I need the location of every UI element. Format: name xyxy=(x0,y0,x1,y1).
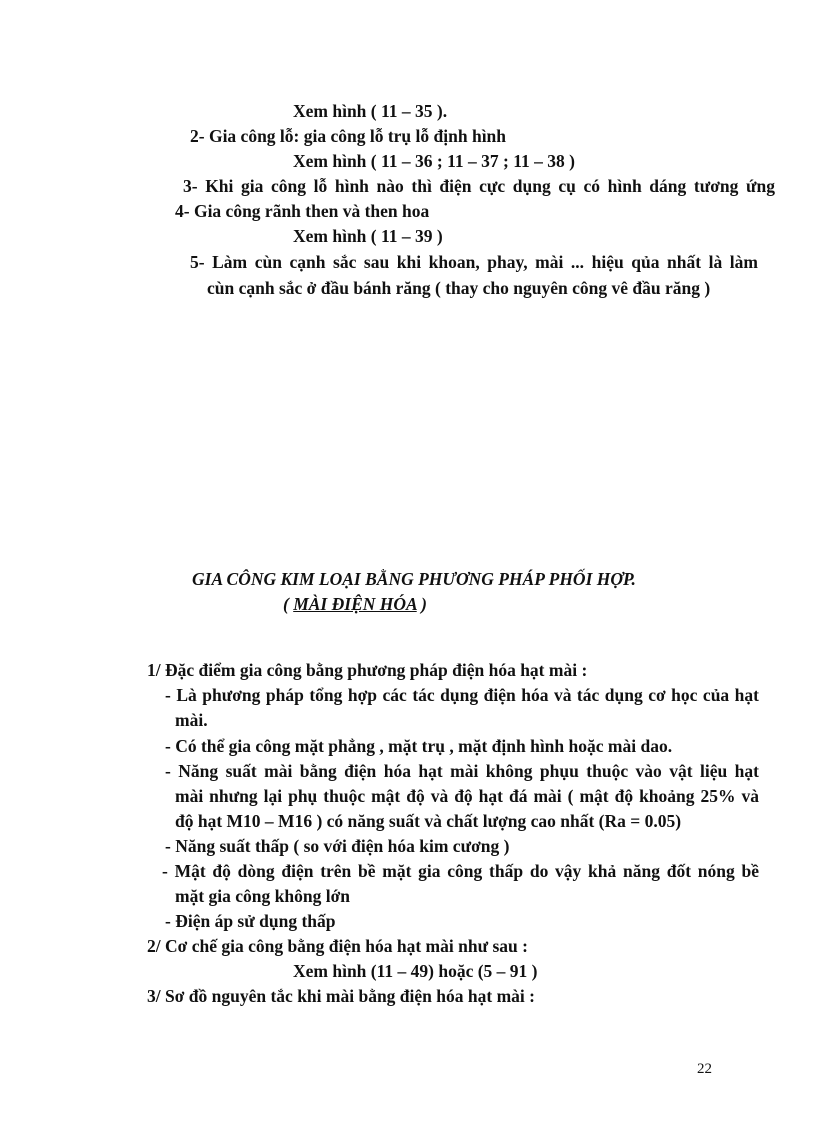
bullet-item: - Mật độ dòng điện trên bề mặt gia công thấp do vậy khả năng đốt nóng bề xyxy=(162,861,759,881)
section-heading: 3/ Sơ đồ nguyên tắc khi mài bằng điện hóa hạt mài : xyxy=(147,986,535,1006)
page-number: 22 xyxy=(697,1061,712,1077)
subtitle-text: MÀI ĐIỆN HÓA xyxy=(293,594,417,614)
section-subtitle xyxy=(283,593,427,615)
list-item: 5- Làm cùn cạnh sắc sau khi khoan, phay, mài ... hiệu qủa nhất là làm xyxy=(190,252,758,272)
bullet-continuation: mặt gia công không lớn xyxy=(175,886,350,906)
section-heading: 2/ Cơ chế gia công bằng điện hóa hạt mài như sau : xyxy=(147,936,528,956)
subtitle-open: ( xyxy=(283,594,294,614)
list-item-continuation: cùn cạnh sắc ở đầu bánh răng ( thay cho nguyên công vê đầu răng ) xyxy=(207,278,711,298)
list-item: 4- Gia công rãnh then và then hoa xyxy=(175,201,430,221)
bullet-item: - Năng suất mài bằng điện hóa hạt mài không phụu thuộc vào vật liệu hạt xyxy=(165,761,759,781)
section-heading: 1/ Đặc điểm gia công bằng phương pháp điện hóa hạt mài : xyxy=(147,660,588,680)
figure-ref: Xem hình (11 – 49) hoặc (5 – 91 ) xyxy=(293,961,538,981)
bullet-continuation: mài. xyxy=(175,710,208,730)
subtitle-close: ) xyxy=(416,594,427,614)
bullet-continuation: độ hạt M10 – M16 ) có năng suất và chất lượng cao nhất (Ra = 0.05) xyxy=(175,811,682,831)
list-item: 2- Gia công lỗ: gia công lỗ trụ lỗ định hình xyxy=(190,126,507,146)
section-title: GIA CÔNG KIM LOẠI BẰNG PHƯƠNG PHÁP PHỐI HỢP. xyxy=(192,569,636,589)
bullet-item: - Điện áp sử dụng thấp xyxy=(165,911,336,931)
list-item: 3- Khi gia công lỗ hình nào thì điện cực dụng cụ có hình dáng tương ứng xyxy=(183,176,775,196)
bullet-item: - Có thể gia công mặt phẳng , mặt trụ , mặt định hình hoặc mài dao. xyxy=(165,736,673,756)
bullet-continuation: mài nhưng lại phụ thuộc mật độ và độ hạt đá mài ( mật độ khoảng 25% và xyxy=(175,786,759,806)
bullet-item: - Là phương pháp tổng hợp các tác dụng điện hóa và tác dụng cơ học của hạt xyxy=(165,685,759,705)
figure-ref: Xem hình ( 11 – 39 ) xyxy=(293,226,443,246)
figure-ref: Xem hình ( 11 – 35 ). xyxy=(293,101,448,121)
bullet-item: - Năng suất thấp ( so với điện hóa kim cương ) xyxy=(165,836,510,856)
figure-ref: Xem hình ( 11 – 36 ; 11 – 37 ; 11 – 38 ) xyxy=(293,151,575,171)
